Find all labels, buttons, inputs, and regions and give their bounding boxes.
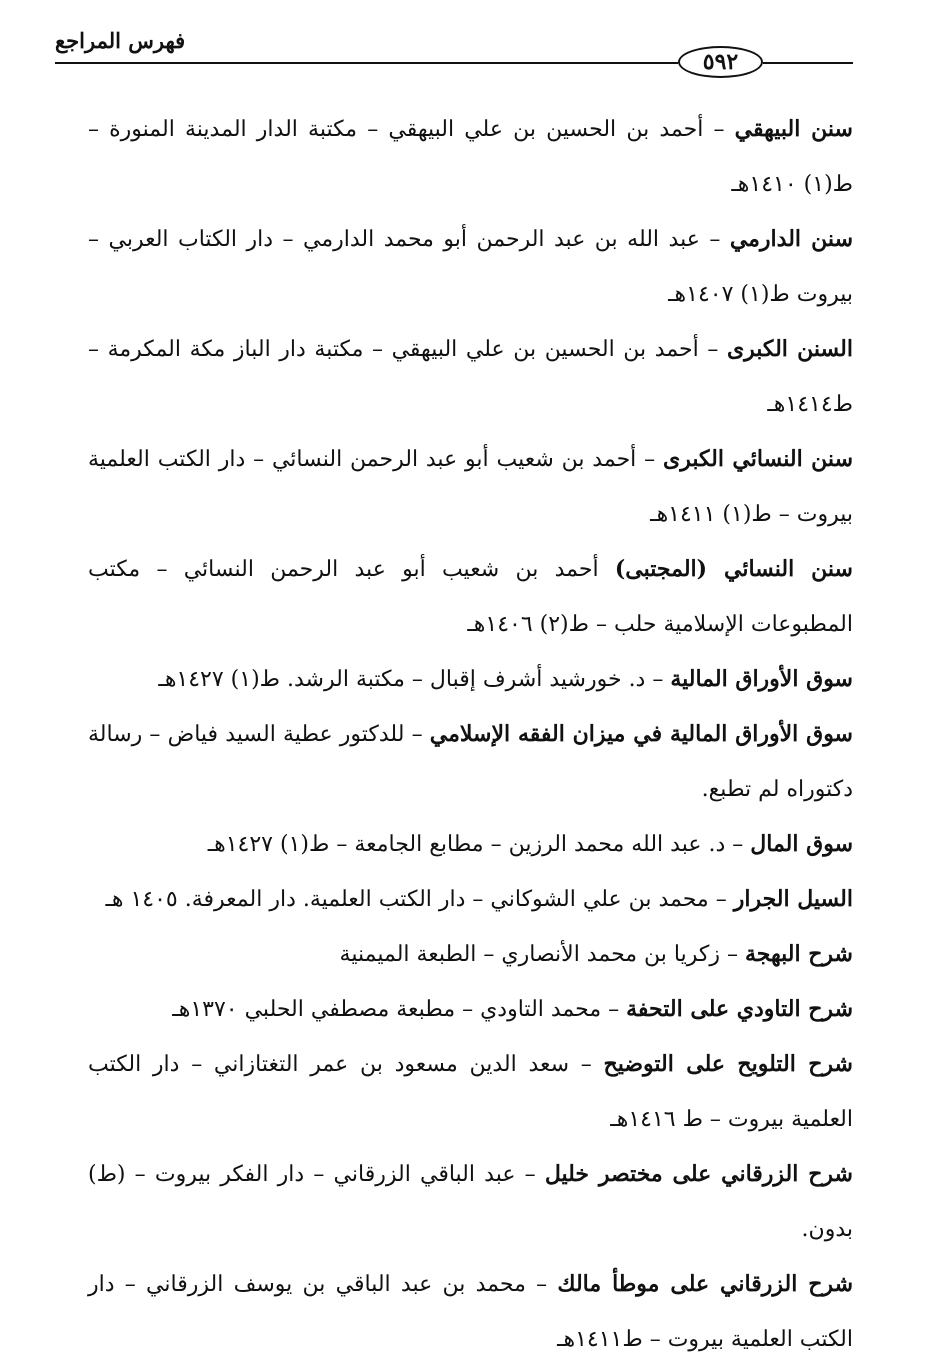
header-rule-left <box>55 62 678 64</box>
running-title: فهرس المراجع <box>55 28 186 53</box>
entry-title: سنن الدارمي <box>729 226 854 252</box>
reference-entry <box>88 817 853 872</box>
entry-title: شرح التلويح على التوضيح <box>603 1051 853 1077</box>
entry-title: سنن البيهقي <box>734 116 853 142</box>
entry-details: – أحمد بن الحسين بن علي البيهقي – مكتبة دار الباز مكة المكرمة – ط١٤١٤هـ <box>88 337 853 417</box>
entry-details: – سعد الدين مسعود بن عمر التغتازاني – دار الكتب العلمية بيروت – ط ١٤١٦هـ <box>88 1052 853 1132</box>
reference-entry <box>88 1037 853 1147</box>
entry-details: – أحمد بن شعيب أبو عبد الرحمن النسائي – دار الكتب العلمية بيروت – ط(١) ١٤١١هـ <box>88 447 853 527</box>
entry-title: سوق المال <box>750 831 853 857</box>
entry-details: – زكريا بن محمد الأنصاري – الطبعة الميمنية <box>339 942 745 967</box>
page-number: ٥٩٢ <box>678 46 763 78</box>
entry-title: شرح البهجة <box>744 941 853 967</box>
page-header <box>0 0 945 100</box>
reference-entry <box>88 542 853 652</box>
entry-details: – أحمد بن الحسين بن علي البيهقي – مكتبة الدار المدينة المنورة – ط(١) ١٤١٠هـ <box>88 117 853 197</box>
entry-details: – للدكتور عطية السيد فياض – رسالة دكتوراه لم تطبع. <box>88 722 853 802</box>
reference-entry <box>88 1147 853 1257</box>
entry-details: أحمد بن شعيب أبو عبد الرحمن النسائي – مكتب المطبوعات الإسلامية حلب – ط(٢) ١٤٠٦هـ <box>88 557 853 637</box>
reference-entry <box>88 872 853 927</box>
reference-entry <box>88 927 853 982</box>
entry-details: – د. عبد الله محمد الرزين – مطابع الجامعة – ط(١) ١٤٢٧هـ <box>207 832 751 857</box>
entry-details: – محمد التاودي – مطبعة مصطفي الحلبي ١٣٧٠هـ <box>172 997 627 1022</box>
entry-title: السنن الكبرى <box>726 336 853 362</box>
reference-entry <box>88 102 853 212</box>
entry-title: سنن النسائي (المجتبى) <box>614 556 853 582</box>
reference-entry <box>88 982 853 1037</box>
reference-entry <box>88 652 853 707</box>
entry-details: – محمد بن علي الشوكاني – دار الكتب العلمية. دار المعرفة. ١٤٠٥ هـ <box>105 887 734 912</box>
reference-list <box>88 102 853 1367</box>
entry-details: – عبد الباقي الزرقاني – دار الفكر بيروت – (ط) بدون. <box>88 1162 853 1242</box>
entry-title: سوق الأوراق المالية <box>670 666 853 692</box>
entry-title: شرح الزرقاني على موطأ مالك <box>557 1271 854 1297</box>
header-rule-right <box>763 62 853 64</box>
entry-title: سنن النسائي الكبرى <box>662 446 853 472</box>
reference-entry <box>88 1257 853 1367</box>
entry-details: – محمد بن عبد الباقي بن يوسف الزرقاني – دار الكتب العلمية بيروت – ط١٤١١هـ <box>88 1272 853 1352</box>
entry-title: شرح الزرقاني على مختصر خليل <box>544 1161 853 1187</box>
entry-title: شرح التاودي على التحفة <box>626 996 853 1022</box>
reference-entry <box>88 432 853 542</box>
reference-entry <box>88 707 853 817</box>
entry-title: سوق الأوراق المالية في ميزان الفقه الإسلامي <box>429 721 853 747</box>
entry-title: السيل الجرار <box>733 886 853 912</box>
entry-details: – عبد الله بن عبد الرحمن أبو محمد الدارمي – دار الكتاب العربي – بيروت ط(١) ١٤٠٧هـ <box>88 227 853 307</box>
entry-details: – د. خورشيد أشرف إقبال – مكتبة الرشد. ط(١) ١٤٢٧هـ <box>158 667 671 692</box>
reference-entry <box>88 212 853 322</box>
reference-entry <box>88 322 853 432</box>
